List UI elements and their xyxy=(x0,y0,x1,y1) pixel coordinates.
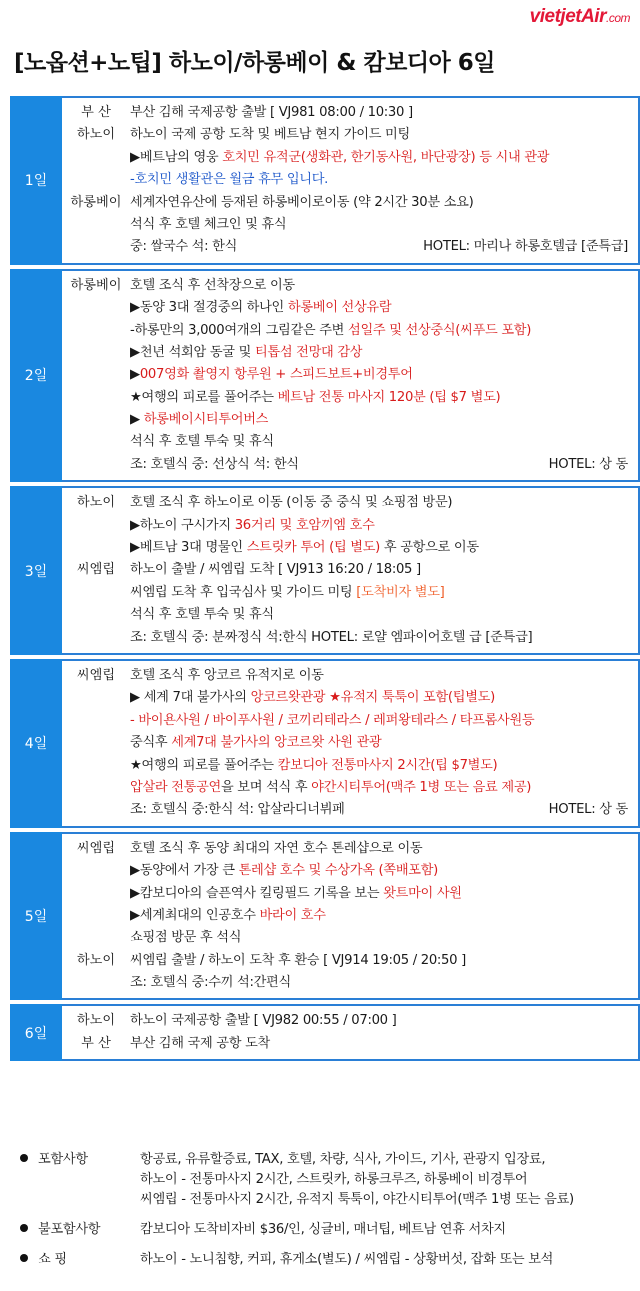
logo-text: vietjetAir xyxy=(529,6,606,27)
schedule-row xyxy=(62,665,638,687)
schedule-row xyxy=(62,214,638,236)
plain-text: 하노이 출발 / 씨엠립 도착 [ VJ913 16:20 / 18:05 ] xyxy=(130,562,421,578)
plain-text: 석식 후 호텔 투숙 및 휴식 xyxy=(130,607,274,623)
plain-text: ▶캄보디아의 슬픈역사 킬링필드 기록을 보는 xyxy=(130,885,384,901)
schedule-text xyxy=(130,431,638,453)
day-block xyxy=(10,1004,640,1061)
highlight-text: 야간시티투어(맥주 1병 또는 음료 제공) xyxy=(311,779,532,795)
schedule-row xyxy=(62,927,638,949)
city-name: 씨엠립 xyxy=(76,667,116,683)
day-block xyxy=(10,96,640,265)
schedule-text xyxy=(130,320,638,342)
schedule-text xyxy=(130,950,638,972)
schedule-row xyxy=(62,627,638,649)
schedule-text xyxy=(130,1033,638,1055)
schedule-row xyxy=(62,102,638,124)
highlight-text: 왓트마이 사원 xyxy=(383,885,462,901)
schedule-row xyxy=(62,364,638,386)
highlight-text: 바라이 호수 xyxy=(259,907,326,923)
highlight-text: 하롱베이시티투어버스 xyxy=(143,412,269,428)
note-label-text: 쇼 핑 xyxy=(38,1252,67,1267)
plain-text: 부산 김해 국제공항 출발 [ VJ981 08:00 / 10:30 ] xyxy=(130,105,413,120)
schedule-row xyxy=(62,905,638,927)
plain-text: 세계자연유산에 등재된 하롱베이로이동 (약 2시간 30분 소요) xyxy=(130,194,474,210)
schedule-row xyxy=(62,687,638,709)
note-lines xyxy=(140,1220,506,1240)
highlight-text: -호치민 생활관은 월금 휴무 입니다. xyxy=(130,172,329,188)
city-name: 하노이 xyxy=(76,1013,116,1029)
note-line: 씨엠립 - 전통마사지 2시간, 유적지 툭툭이, 야간시티투어(맥주 1병 또는 음료) xyxy=(140,1192,574,1207)
highlight-text: 007영화 촬영지 항루원 + 스피드보트+비경투어 xyxy=(139,367,413,383)
highlight-text: 압살라 전통공연 xyxy=(130,779,221,795)
plain-text: 중: 쌀국수 석: 한식 xyxy=(130,239,238,255)
schedule-row xyxy=(62,755,638,777)
highlight-text: 스트릿카 투어 (팁 별도) xyxy=(246,540,381,556)
page-title: [노옵션+노팁] 하노이/하롱베이 & 캄보디아 6일 xyxy=(14,50,495,76)
city-name: 씨엠립 xyxy=(76,562,116,578)
schedule-text xyxy=(130,147,638,169)
schedule-text xyxy=(130,275,638,297)
note-line: 캄보디아 도착비자비 $36/인, 싱글비, 매너팁, 베트남 연휴 서차지 xyxy=(140,1222,506,1237)
highlight-text: 호치민 유적군(생화관, 한기동사원, 바단광장) 등 시내 관광 xyxy=(222,149,550,165)
schedule-row xyxy=(62,559,638,581)
schedule-row xyxy=(62,604,638,626)
schedule-row xyxy=(62,236,638,258)
plain-text: 하노이 국제 공항 도착 및 베트남 현지 가이드 미팅 xyxy=(130,127,410,143)
day-block xyxy=(10,486,640,655)
schedule-row xyxy=(62,147,638,169)
schedule-row xyxy=(62,275,638,297)
schedule-row xyxy=(62,582,638,604)
schedule-text xyxy=(130,409,638,431)
day-block xyxy=(10,659,640,828)
plain-text: -하롱만의 3,000여개의 그림같은 주변 xyxy=(130,322,348,338)
plain-text: ▶ xyxy=(130,367,140,383)
bullet-icon xyxy=(20,1224,28,1232)
plain-text: 을 보며 석식 후 xyxy=(220,779,312,795)
hotel-info: HOTEL: 상 동 xyxy=(548,456,628,472)
highlight-text: [도착비자 별도] xyxy=(356,584,445,600)
notes-section xyxy=(20,1150,640,1280)
plain-text: 씨엠립 도착 후 입국심사 및 가이드 미팅 xyxy=(130,584,357,600)
city-name: 하노이 xyxy=(76,495,116,511)
schedule-text xyxy=(130,124,638,146)
schedule-text xyxy=(130,192,638,214)
schedule-text xyxy=(130,972,638,994)
note-label xyxy=(20,1250,140,1270)
highlight-text: 앙코르왓관광 ★유적지 툭툭이 포함(팁별도) xyxy=(250,690,495,706)
schedule-text xyxy=(130,883,638,905)
day-block xyxy=(10,832,640,1001)
note-item xyxy=(20,1250,640,1270)
schedule-text xyxy=(130,387,638,409)
schedule-text xyxy=(130,687,638,709)
note-lines xyxy=(140,1150,574,1210)
schedule-text xyxy=(130,665,638,687)
schedule-row xyxy=(62,1010,638,1032)
schedule-text xyxy=(130,297,638,319)
day-label: 4일 xyxy=(10,659,62,828)
schedule-row xyxy=(62,320,638,342)
plain-text: 후 공항으로 이동 xyxy=(380,540,479,556)
plain-text: ▶동양에서 가장 큰 xyxy=(130,863,239,879)
highlight-text: - 바이욘사원 / 바이푸사원 / 코끼리테라스 / 레퍼왕테라스 / 타프롬사원등 xyxy=(130,712,535,728)
schedule-row xyxy=(62,838,638,860)
schedule-text xyxy=(130,927,638,949)
hotel-info: HOTEL: 마리나 하롱호텔급 [준특급] xyxy=(423,239,628,255)
schedule-text xyxy=(130,559,638,581)
plain-text: ▶하노이 구시가지 xyxy=(130,517,235,533)
plain-text: ★여행의 피로를 풀어주는 xyxy=(130,389,278,405)
day-label: 3일 xyxy=(10,486,62,655)
plain-text: 조: 호텔식 중: 분짜정식 석:한식 HOTEL: 로얄 엠파이어호텔 급 [준특급] xyxy=(130,629,533,645)
schedule-text xyxy=(130,515,638,537)
schedule-row xyxy=(62,454,638,476)
schedule-text xyxy=(130,777,638,799)
schedule-row xyxy=(62,192,638,214)
schedule-text xyxy=(130,732,638,754)
plain-text: 조: 호텔식 중: 선상식 석: 한식 xyxy=(130,456,299,472)
plain-text: ▶세계최대의 인공호수 xyxy=(130,907,260,923)
plain-text: 석식 후 호텔 체크인 및 휴식 xyxy=(130,216,287,232)
plain-text: 석식 후 호텔 투숙 및 휴식 xyxy=(130,434,274,450)
plain-text: 쇼핑점 방문 후 석식 xyxy=(130,930,242,946)
day-label: 1일 xyxy=(10,96,62,265)
schedule-row xyxy=(62,492,638,514)
plain-text: ▶천년 석회암 동굴 및 xyxy=(130,344,255,360)
plain-text: 조: 호텔식 중:수끼 석:간편식 xyxy=(130,975,291,991)
day-label: 5일 xyxy=(10,832,62,1001)
city-name: 하롱베이 xyxy=(70,194,122,210)
highlight-text: 캄보디아 전통마사지 2시간(팁 $7별도) xyxy=(277,757,498,773)
plain-text: 하노이 국제공항 출발 [ VJ982 00:55 / 07:00 ] xyxy=(130,1013,397,1029)
note-line: 하노이 - 전통마사지 2시간, 스트릿카, 하롱크루즈, 하롱베이 비경투어 xyxy=(140,1172,528,1187)
highlight-text: 하롱베이 선상유람 xyxy=(287,300,392,316)
schedule-text xyxy=(130,342,638,364)
schedule-text xyxy=(130,604,638,626)
schedule-row xyxy=(62,777,638,799)
schedule-text xyxy=(130,492,638,514)
highlight-text: 베트남 전통 마사지 120분 (팁 $7 별도) xyxy=(277,389,501,405)
schedule-row xyxy=(62,297,638,319)
plain-text: 조: 호텔식 중:한식 석: 압살라디너뷔페 xyxy=(130,802,345,818)
schedule-row xyxy=(62,860,638,882)
schedule-row xyxy=(62,515,638,537)
schedule-text xyxy=(130,860,638,882)
itinerary-table xyxy=(10,96,640,1065)
schedule-row xyxy=(62,387,638,409)
note-line: 하노이 - 노니침향, 커피, 휴게소(별도) / 씨엠립 - 상황버섯, 잡화 또는 보석 xyxy=(140,1252,554,1267)
header-bar xyxy=(0,0,640,36)
schedule-row xyxy=(62,799,638,821)
plain-text: 호텔 조식 후 동양 최대의 자연 호수 톤레샵으로 이동 xyxy=(130,840,423,856)
schedule-text xyxy=(130,364,638,386)
note-item xyxy=(20,1150,640,1210)
schedule-text xyxy=(130,710,638,732)
city-name: 부 산 xyxy=(81,105,111,120)
schedule-text xyxy=(130,169,638,191)
note-lines xyxy=(140,1250,553,1270)
plain-text: ▶베트남의 영웅 xyxy=(130,149,223,165)
city-name: 하롱베이 xyxy=(70,277,122,293)
logo-suffix: .com xyxy=(605,11,630,25)
schedule-text xyxy=(130,454,638,476)
city-name: 씨엠립 xyxy=(76,840,116,856)
schedule-row xyxy=(62,169,638,191)
plain-text: ▶베트남 3대 명물인 xyxy=(130,540,247,556)
note-label xyxy=(20,1220,140,1240)
schedule-row xyxy=(62,732,638,754)
day-block xyxy=(10,269,640,483)
plain-text: 호텔 조식 후 앙코르 유적지로 이동 xyxy=(130,667,324,683)
schedule-row xyxy=(62,431,638,453)
schedule-text xyxy=(130,537,638,559)
note-label-text: 포함사항 xyxy=(38,1152,88,1167)
plain-text: ▶동양 3대 절경중의 하나인 xyxy=(130,300,288,316)
schedule-text xyxy=(130,102,638,124)
schedule-text xyxy=(130,799,638,821)
schedule-text xyxy=(130,905,638,927)
schedule-row xyxy=(62,1033,638,1055)
vietjet-logo xyxy=(530,6,630,28)
plain-text: 호텔 조식 후 하노이로 이동 (이동 중 중식 및 쇼핑점 방문) xyxy=(130,495,453,511)
note-label-text: 불포함사항 xyxy=(38,1222,101,1237)
plain-text: 부산 김해 국제 공항 도착 xyxy=(130,1035,270,1051)
note-label xyxy=(20,1150,140,1210)
schedule-row xyxy=(62,409,638,431)
highlight-text: 톤레샵 호수 및 수상가옥 (쪽배포함) xyxy=(238,863,438,879)
city-name: 부 산 xyxy=(81,1035,111,1051)
schedule-text xyxy=(130,1010,638,1032)
schedule-text xyxy=(130,627,638,649)
schedule-text xyxy=(130,236,638,258)
schedule-row xyxy=(62,883,638,905)
city-name: 하노이 xyxy=(76,127,116,143)
day-label: 6일 xyxy=(10,1004,62,1061)
highlight-text: 티톱섬 전망대 감상 xyxy=(254,344,363,360)
plain-text: ▶ xyxy=(130,412,144,428)
city-name: 하노이 xyxy=(76,952,116,968)
schedule-text xyxy=(130,214,638,236)
schedule-row xyxy=(62,710,638,732)
plain-text: 씨엠립 출발 / 하노이 도착 후 환승 [ VJ914 19:05 / 20:50 ] xyxy=(130,952,466,968)
schedule-row xyxy=(62,972,638,994)
plain-text: 호텔 조식 후 선착장으로 이동 xyxy=(130,277,295,293)
schedule-text xyxy=(130,755,638,777)
note-line: 항공료, 유류할증료, TAX, 호텔, 차량, 식사, 가이드, 기사, 관광지 입장료, xyxy=(140,1152,546,1167)
highlight-text: 섬일주 및 선상중식(씨푸드 포함) xyxy=(348,322,532,338)
plain-text: 중식후 xyxy=(130,735,172,751)
schedule-text xyxy=(130,838,638,860)
hotel-info: HOTEL: 상 동 xyxy=(548,802,628,818)
schedule-text xyxy=(130,582,638,604)
plain-text: ▶ 세계 7대 불가사의 xyxy=(130,690,251,706)
schedule-row xyxy=(62,124,638,146)
schedule-row xyxy=(62,537,638,559)
highlight-text: 36거리 및 호암끼엠 호수 xyxy=(234,517,375,533)
schedule-row xyxy=(62,342,638,364)
note-item xyxy=(20,1220,640,1240)
highlight-text: 세계7대 불가사의 앙코르왓 사원 관광 xyxy=(171,735,382,751)
plain-text: ★여행의 피로를 풀어주는 xyxy=(130,757,278,773)
bullet-icon xyxy=(20,1254,28,1262)
schedule-row xyxy=(62,950,638,972)
bullet-icon xyxy=(20,1154,28,1162)
day-label: 2일 xyxy=(10,269,62,483)
